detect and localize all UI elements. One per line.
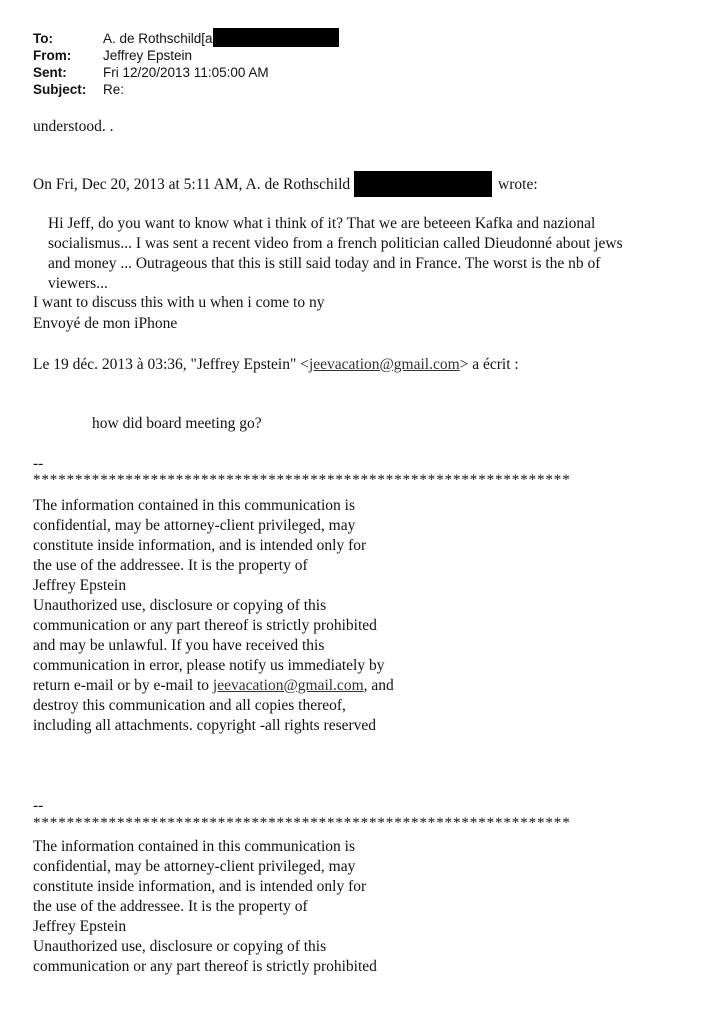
asterisk-separator: **************************************************************** [33,815,571,831]
disclaimer-line: and may be unlawful. If you have received this [33,637,325,654]
sent-value: Fri 12/20/2013 11:05:00 AM [103,65,269,80]
quote2-attribution [33,355,519,375]
disclaimer-line: the use of the addressee. It is the property of [33,557,308,574]
quote2-email-link[interactable]: jeevacation@gmail.com [308,356,460,373]
disclaimer-line: The information contained in this communication is [33,497,355,514]
quote1-attribution-suffix: wrote: [498,176,538,193]
disclaimer-line: including all attachments. copyright -all rights reserved [33,717,377,734]
reply-text: understood. . [33,118,114,135]
quote2-message: how did board meeting go? [92,415,262,432]
from-label: From: [33,48,72,63]
quote1-line: viewers... [48,275,108,292]
disclaimer-line: destroy this communication and all copies thereof, [33,697,346,714]
sent-label: Sent: [33,65,67,80]
quote2-attribution-prefix: Le 19 déc. 2013 à 03:36, "Jeffrey Epstein" < [33,356,309,373]
disclaimer-line: constitute inside information, and is intended only for [33,878,367,895]
quote1-line: and money ... Outrageous that this is still said today and in France. The worst is the nb of [48,255,601,272]
quote1-attribution-prefix: On Fri, Dec 20, 2013 at 5:11 AM, A. de Rothschild [33,176,355,193]
disclaimer-line: confidential, may be attorney-client privileged, may [33,517,356,534]
quote1-line: Hi Jeff, do you want to know what i think of it? That we are beteeen Kafka and nazional [48,215,596,232]
signature-dashes: -- [33,455,44,472]
disclaimer-return-suffix: , and [363,677,394,694]
disclaimer-line: Unauthorized use, disclosure or copying of this [33,938,327,955]
subject-value: Re: [103,82,125,97]
to-value: A. de Rothschild[a [103,31,213,46]
disclaimer-line: confidential, may be attorney-client privileged, may [33,858,356,875]
disclaimer-return-prefix: return e-mail or by e-mail to [33,677,213,694]
quote2-attribution-suffix: > a écrit : [459,356,519,373]
quote1-attribution [33,175,538,197]
redaction-box [354,171,492,197]
to-label: To: [33,31,53,46]
disclaimer-line: The information contained in this communication is [33,838,355,855]
disclaimer-line: Jeffrey Epstein [33,577,127,594]
disclaimer-line: communication or any part thereof is strictly prohibited [33,958,377,975]
disclaimer-line: the use of the addressee. It is the property of [33,898,308,915]
subject-label: Subject: [33,82,87,97]
disclaimer-line: Jeffrey Epstein [33,918,127,935]
disclaimer-line: constitute inside information, and is intended only for [33,537,367,554]
quote1-after-line: Envoyé de mon iPhone [33,315,178,332]
signature-dashes: -- [33,797,44,814]
asterisk-separator: **************************************************************** [33,472,571,488]
redaction-box [213,28,339,47]
from-value: Jeffrey Epstein [103,48,193,63]
disclaimer-line: communication or any part thereof is strictly prohibited [33,617,377,634]
disclaimer-email-link[interactable]: jeevacation@gmail.com [212,677,364,694]
quote1-line: socialismus... I was sent a recent video from a french politician called Dieudonné about jews [48,235,623,252]
disclaimer-line: communication in error, please notify us immediately by [33,657,385,674]
quote1-after-line: I want to discuss this with u when i come to ny [33,294,325,311]
disclaimer-line: Unauthorized use, disclosure or copying of this [33,597,327,614]
disclaimer-line [33,676,394,696]
